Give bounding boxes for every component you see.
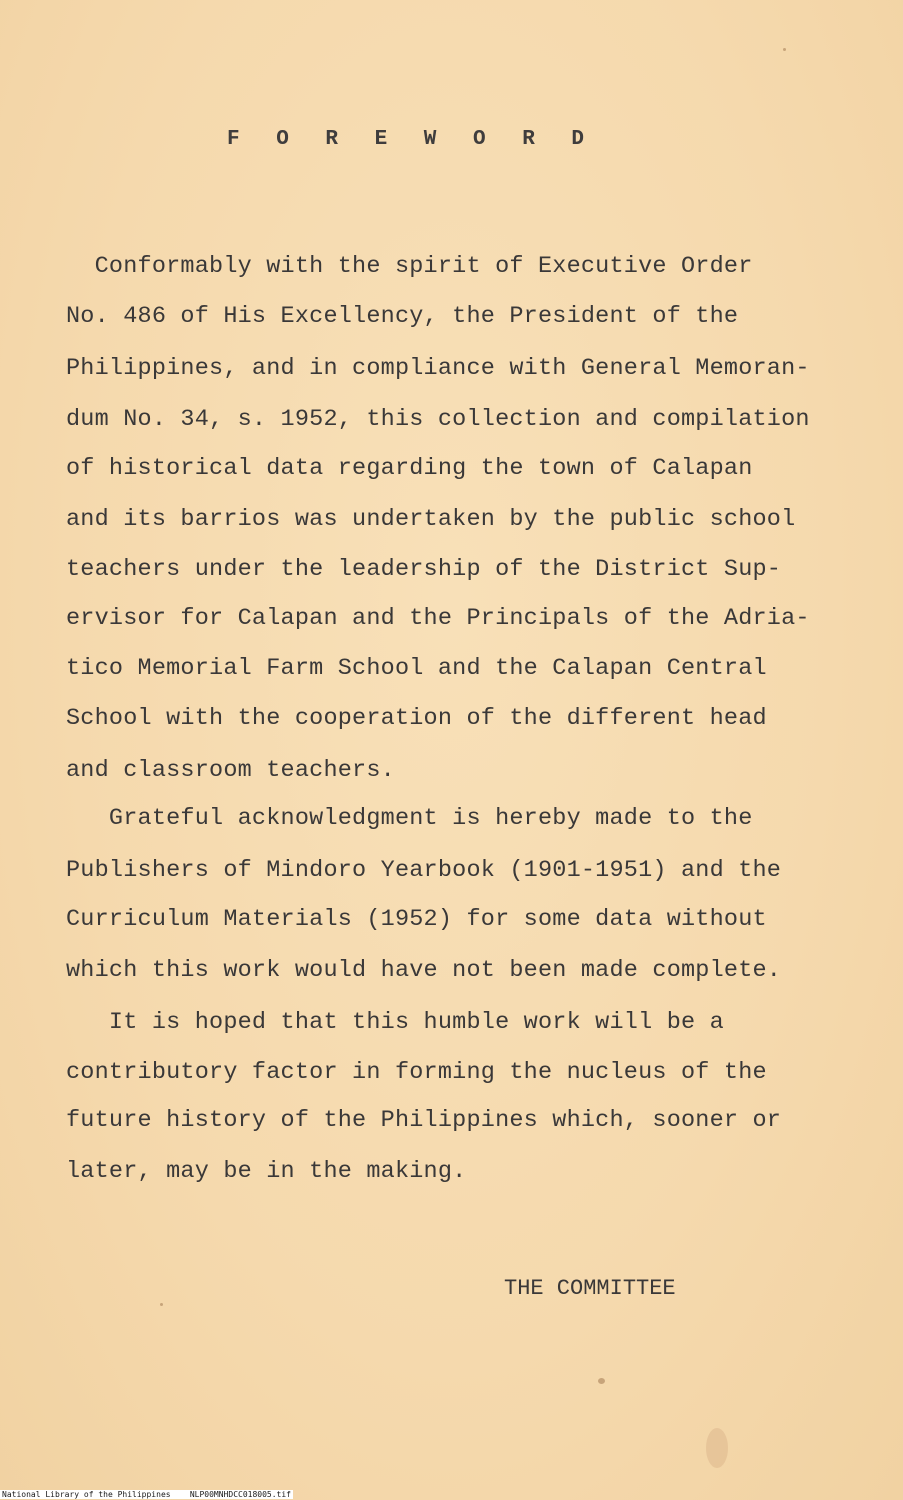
- paper-speck: [598, 1378, 605, 1384]
- body-line-4: dum No. 34, s. 1952, this collection and compilation: [66, 406, 810, 433]
- body-line-16: It is hoped that this humble work will be a: [66, 1009, 724, 1036]
- body-line-1: Conformably with the spirit of Executive Order: [66, 253, 753, 280]
- body-line-12: Grateful acknowledgment is hereby made to the: [66, 805, 753, 832]
- body-line-18: future history of the Philippines which, sooner or: [66, 1107, 782, 1134]
- body-line-8: ervisor for Calapan and the Principals of the Adria-: [66, 605, 810, 632]
- body-line-6: and its barrios was undertaken by the public school: [66, 506, 796, 533]
- page-title: F O R E W O R D: [226, 128, 597, 151]
- paper-speck: [783, 48, 786, 51]
- paper-speck: [160, 1303, 163, 1306]
- body-line-10: School with the cooperation of the different head: [66, 705, 767, 732]
- body-line-14: Curriculum Materials (1952) for some data without: [66, 906, 767, 933]
- body-line-9: tico Memorial Farm School and the Calapan Central: [66, 655, 767, 682]
- body-line-17: contributory factor in forming the nucleus of the: [66, 1059, 767, 1086]
- body-line-13: Publishers of Mindoro Yearbook (1901-1951) and the: [66, 857, 782, 884]
- body-line-7: teachers under the leadership of the District Sup-: [66, 556, 782, 583]
- body-line-2: No. 486 of His Excellency, the President of the: [66, 303, 739, 330]
- paper-stain: [706, 1428, 728, 1468]
- body-line-11: and classroom teachers.: [66, 757, 395, 784]
- archive-footer-label: National Library of the Philippines NLP00MNHDCC018005.tif: [2, 1490, 291, 1499]
- signature: THE COMMITTEE: [504, 1276, 676, 1301]
- body-line-3: Philippines, and in compliance with General Memoran-: [66, 355, 810, 382]
- body-line-5: of historical data regarding the town of Calapan: [66, 455, 753, 482]
- body-line-19: later, may be in the making.: [66, 1158, 467, 1185]
- body-line-15: which this work would have not been made complete.: [66, 957, 782, 984]
